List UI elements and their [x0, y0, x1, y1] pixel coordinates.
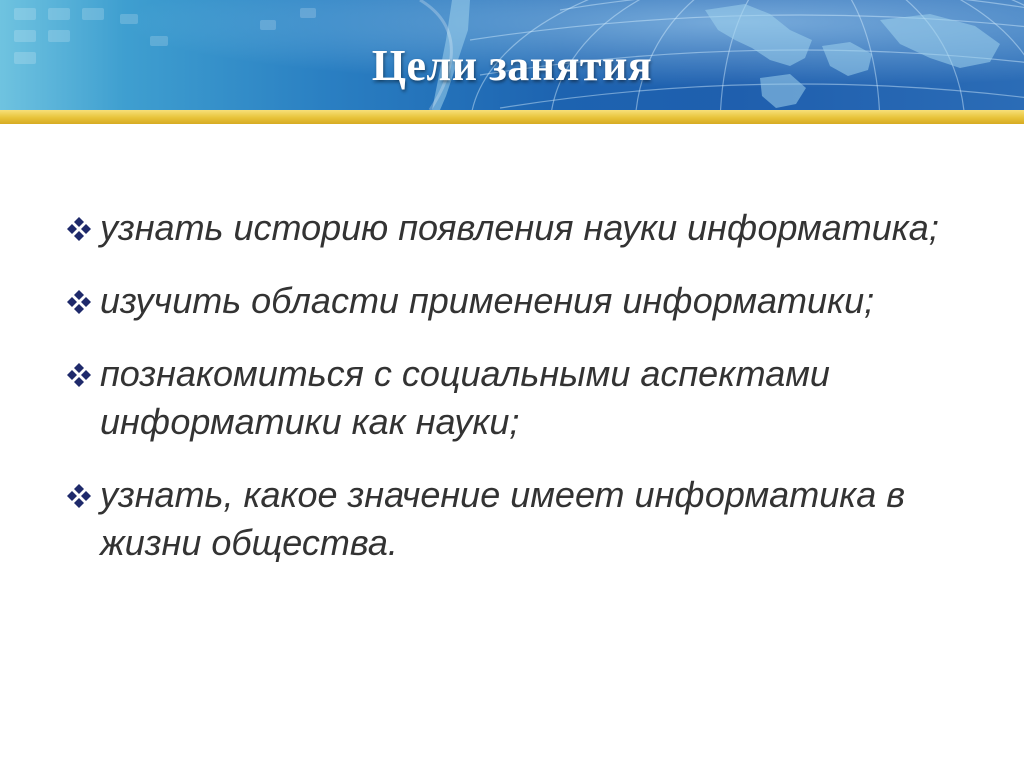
goal-item	[64, 277, 964, 325]
goal-item	[64, 350, 964, 446]
header-banner	[0, 0, 1024, 110]
goal-item	[64, 204, 964, 252]
goal-text: узнать, какое значение имеет информатика в жизни общества.	[100, 474, 906, 563]
four-diamond-bullet-icon	[64, 363, 94, 387]
goal-text: изучить области применения информатики;	[100, 280, 875, 321]
four-diamond-bullet-icon	[64, 290, 94, 314]
four-diamond-bullet-icon	[64, 484, 94, 508]
header-divider-stripe	[0, 110, 1024, 124]
goal-item	[64, 471, 964, 567]
goal-text: узнать историю появления науки информатика;	[100, 207, 939, 248]
slide-title: Цели занятия	[371, 41, 653, 90]
goal-text: познакомиться с социальными аспектами информатики как науки;	[100, 353, 830, 442]
four-diamond-bullet-icon	[64, 217, 94, 241]
goals-list	[64, 204, 964, 592]
